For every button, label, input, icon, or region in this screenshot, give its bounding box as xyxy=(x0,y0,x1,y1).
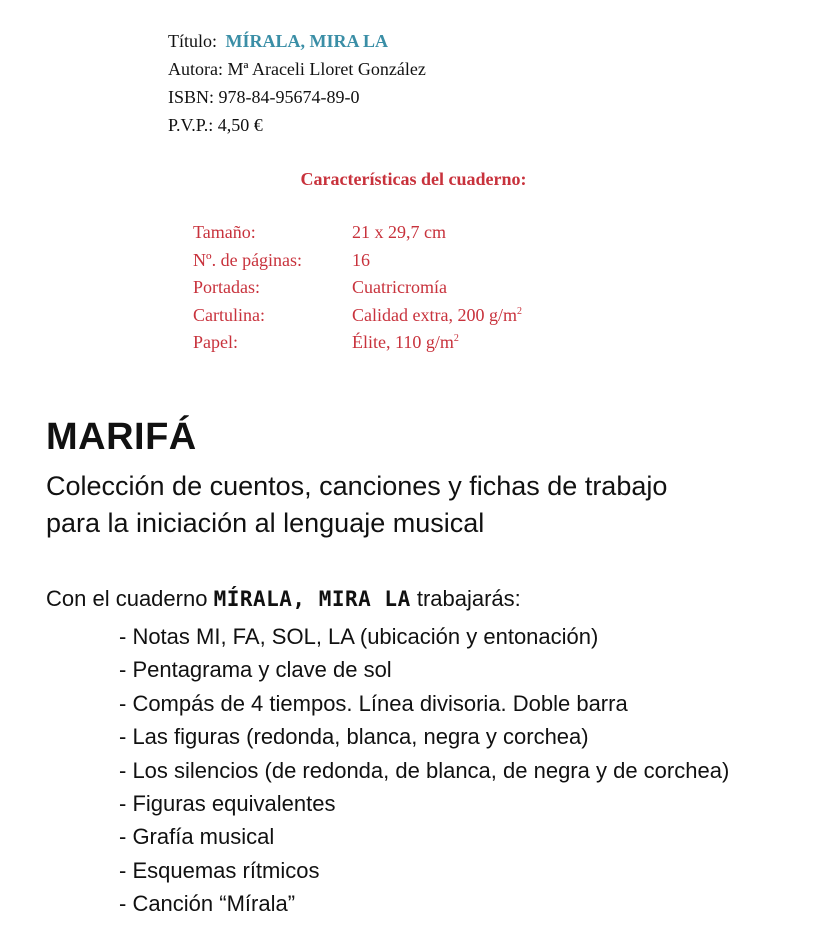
feature-value: 21 x 29,7 cm xyxy=(352,222,446,242)
title-label: Título: xyxy=(168,31,217,51)
list-item: - Compás de 4 tiempos. Línea divisoria. Doble barra xyxy=(119,690,628,716)
subtitle-line: Colección de cuentos, canciones y fichas de trabajo xyxy=(46,471,668,501)
feature-label: Portadas: xyxy=(193,277,260,297)
features-heading: Características del cuaderno: xyxy=(300,169,527,189)
notebook-name: MÍRALA, MIRA LA xyxy=(213,587,411,611)
feature-row xyxy=(193,219,522,247)
feature-row xyxy=(193,302,522,330)
collection-subtitle xyxy=(46,468,667,542)
list-item: - Canción “Mírala” xyxy=(119,891,296,917)
feature-label: Tamaño: xyxy=(193,222,256,242)
intro-after: trabajarás: xyxy=(410,586,521,611)
feature-label: Nº. de páginas: xyxy=(193,249,303,270)
feature-value: Calidad extra, 200 $g/m^2$ xyxy=(352,304,522,325)
feature-label: Papel: xyxy=(193,332,238,352)
list-item: - Figuras equivalentes xyxy=(119,791,336,817)
intro-line xyxy=(46,583,521,615)
feature-label: Cartulina: xyxy=(193,304,265,325)
author: Autora: Mª Araceli Lloret González xyxy=(168,59,426,79)
intro-before: Con el cuaderno xyxy=(46,586,214,611)
features-list xyxy=(193,219,522,357)
collection-name: MARIFÁ xyxy=(46,416,197,458)
price: P.V.P.: 4,50 € xyxy=(168,115,263,135)
list-item: - Esquemas rítmicos xyxy=(119,857,320,883)
feature-value: 16 xyxy=(352,249,370,270)
list-item: - Grafía musical xyxy=(119,824,275,850)
isbn: ISBN: 978-84-95674-89-0 xyxy=(168,87,360,107)
list-item: - Los silencios (de redonda, de blanca, de negra y de corchea) xyxy=(119,757,730,783)
list-item: - Notas MI, FA, SOL, LA (ubicación y entonación) xyxy=(119,624,599,649)
feature-value: Élite, 110 $g/m^2$ xyxy=(352,332,459,352)
subtitle-line: para la iniciación al lenguaje musical xyxy=(46,508,485,538)
list-item: - Pentagrama y clave de sol xyxy=(119,657,392,683)
feature-row xyxy=(193,274,522,302)
title-row xyxy=(168,27,426,55)
book-info xyxy=(168,27,426,139)
list-item: - Las figuras (redonda, blanca, negra y corchea) xyxy=(119,724,589,750)
feature-row xyxy=(193,329,522,357)
feature-value: Cuatricromía xyxy=(352,277,447,297)
book-title: MÍRALA, MIRA LA xyxy=(225,31,389,51)
topics-list xyxy=(119,620,729,921)
feature-row xyxy=(193,247,522,275)
